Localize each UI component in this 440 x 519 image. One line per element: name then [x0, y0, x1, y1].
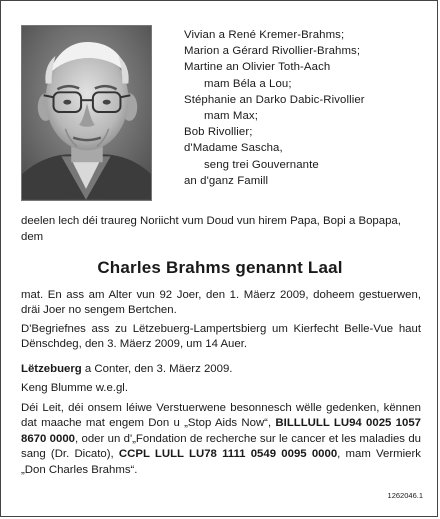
bank-account: BILLLULL LU94 0025 1057 8670 0000: [21, 417, 421, 445]
donation-part: , oder un d'„Fondation de recherche sur le cancer et les maladies du sang (Dr. Dicato),: [21, 432, 421, 461]
flowers-note: Keng Blumme w.e.gl.: [21, 382, 128, 394]
reference-number: 1262046.1: [387, 491, 423, 500]
portrait-photo: [21, 25, 152, 201]
family-list: [184, 27, 434, 189]
deceased-name: Charles Brahms genannt Laal: [97, 258, 343, 277]
intro-text: deelen lech déi traureg Noriicht vum Doud vun hirem Papa, Bopi a Bopapa, dem: [21, 215, 401, 243]
family-line: Bob Rivollier;: [184, 126, 253, 139]
family-line: Marion a Gérard Rivollier-Brahms;: [184, 45, 361, 58]
donation-part: , mam Vermierk „Don Charles Brahms“.: [21, 448, 421, 476]
family-line: Vivian a René Kremer-Brahms;: [184, 29, 345, 41]
donation-part: Déi Leit, déi onsem léiwe Verstuerwene besonnesch wëlle gedenken, kënnen dat maache mat engem Don u „Stop Aids Now“,: [21, 402, 421, 430]
funeral-text: D'Begriefnes ass zu Lëtzebuerg-Lampertsbierg um Kierfecht Belle-Vue haut Dënschdeg, den 3. Mäerz 2009, um 14 Auer.: [21, 323, 421, 351]
place-date-line: [21, 362, 421, 377]
family-line: seng trei Gouvernante: [204, 158, 319, 171]
death-text: mat. En ass am Alter vun 92 Joer, den 1. Mäerz 2009, doheem gestuerwen, dräi Joer no sengem Bertchen.: [21, 289, 421, 317]
family-line: an d'ganz Famill: [184, 174, 269, 187]
family-line: Stéphanie an Darko Dabic-Rivollier: [184, 93, 365, 106]
family-line: Martine an Olivier Toth-Aach: [184, 61, 331, 74]
donation-text: [21, 401, 421, 478]
family-line: mam Béla a Lou;: [204, 77, 292, 90]
place-city: Lëtzebuerg: [21, 363, 82, 375]
bank-account: CCPL LULL LU78 1111 0549 0095 0000: [118, 448, 338, 461]
family-line: mam Max;: [204, 110, 258, 123]
family-line: d'Madame Sascha,: [184, 142, 283, 155]
place-date: a Conter, den 3. Mäerz 2009.: [81, 363, 233, 375]
